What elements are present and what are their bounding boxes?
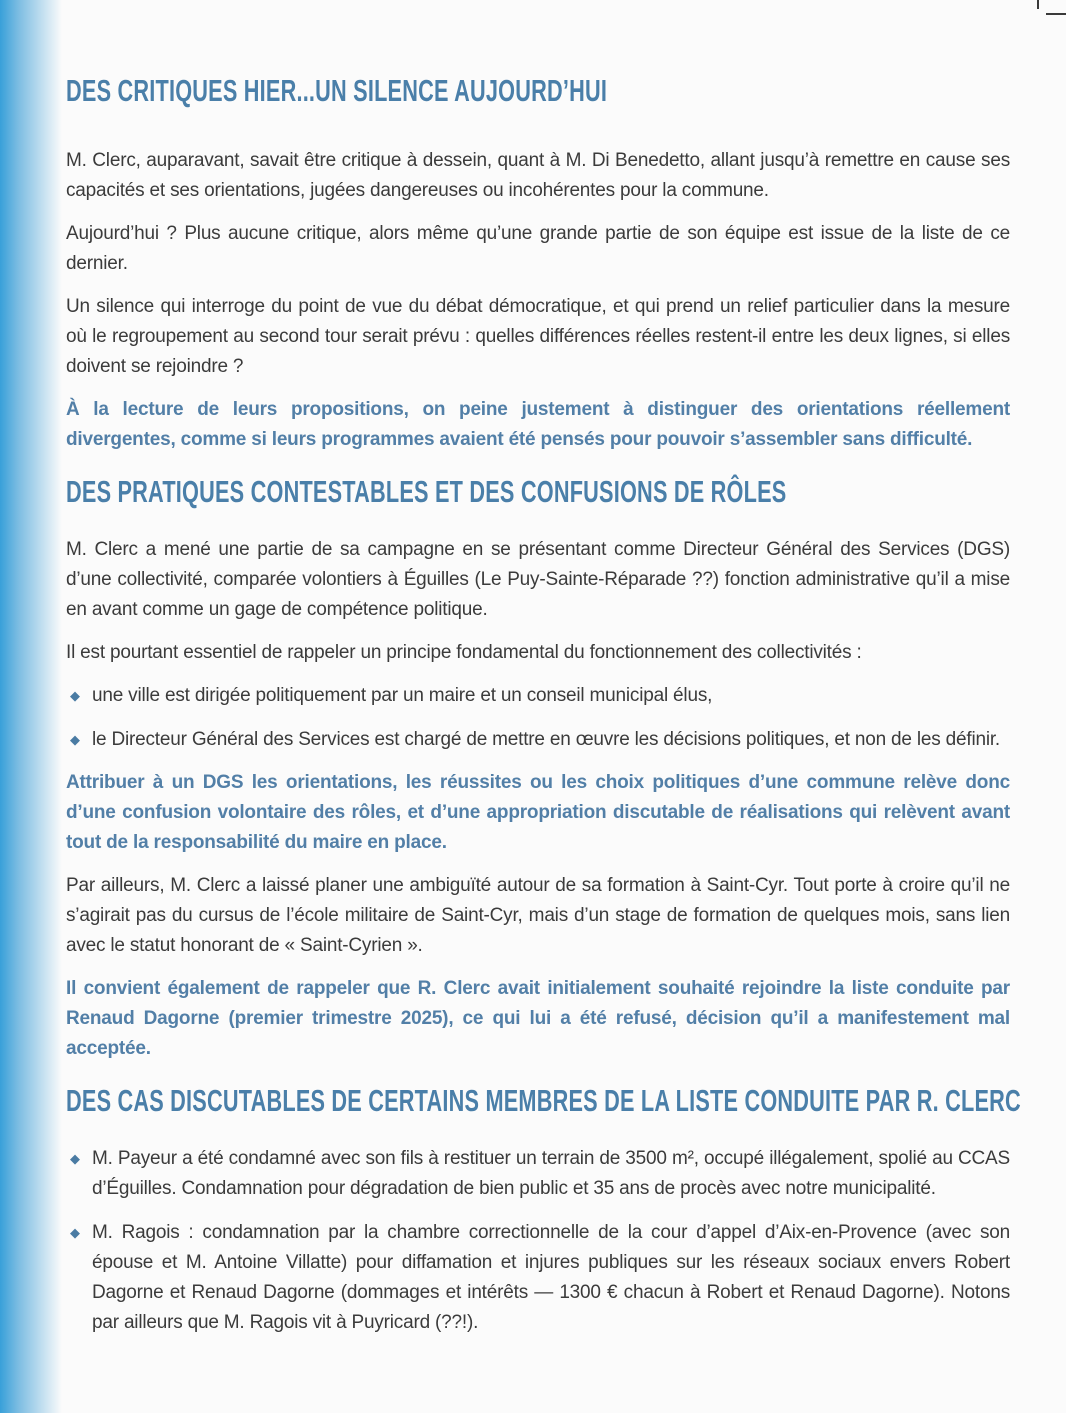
crop-mark-horizontal	[1046, 13, 1066, 15]
list-item-text: le Directeur Général des Services est chargé de mettre en œuvre les décisions politiques, et non de les définir.	[92, 729, 1001, 750]
section-1-paragraph-1: M. Clerc, auparavant, savait être critique à dessein, quant à M. Di Benedetto, allant jusqu’à remettre en cause ses capacités et ses orientations, jugées dangereuses ou incohérentes pour la commune.	[66, 150, 1010, 201]
section-3-heading-text: DES CAS DISCUTABLES DE CERTAINS MEMBRES DE LA LISTE CONDUITE PAR R. CLERC	[66, 1083, 1021, 1118]
section-1-paragraph-3: Un silence qui interroge du point de vue du débat démocratique, et qui prend un relief particulier dans la mesure où le regroupement au second tour serait prévu : quelles différences réelles restent-il entre les deux lignes, si elles doivent se rejoindre ?	[66, 296, 1010, 377]
cases-bullet-list	[66, 1144, 1010, 1338]
diamond-bullet-icon: ◆	[70, 1151, 80, 1166]
list-item	[66, 725, 1010, 755]
section-2-paragraph-3: Par ailleurs, M. Clerc a laissé planer une ambiguïté autour de sa formation à Saint-Cyr. Tout porte à croire qu’il ne s’agirait pas du cursus de l’école militaire de Saint-Cyr, mais d’un stage de formation de quelques mois, sans lien avec le statut honorant de « Saint-Cyrien ».	[66, 875, 1010, 956]
diamond-bullet-icon: ◆	[70, 732, 80, 747]
section-1-highlight-paragraph: À la lecture de leurs propositions, on peine justement à distinguer des orientations réellement divergentes, comme si leurs programmes avaient été pensés pour pouvoir s’assembler sans difficulté.	[66, 399, 1010, 450]
section-2-highlight-paragraph-1: Attribuer à un DGS les orientations, les réussites ou les choix politiques d’une commune relève donc d’une confusion volontaire des rôles, et d’une appropriation discutable de réalisations qui relèvent avant tout de la responsabilité du maire en place.	[66, 772, 1010, 853]
crop-mark-vertical	[1037, 0, 1039, 9]
section-1-paragraph-2: Aujourd’hui ? Plus aucune critique, alors même qu’une grande partie de son équipe est issue de la liste de ce dernier.	[66, 223, 1010, 274]
section-2-highlight-paragraph-2: Il convient également de rappeler que R. Clerc avait initialement souhaité rejoindre la liste conduite par Renaud Dagorne (premier trimestre 2025), ce qui lui a été refusé, décision qu’il a manifestement mal acceptée.	[66, 978, 1010, 1059]
section-2-paragraph-1: M. Clerc a mené une partie de sa campagne en se présentant comme Directeur Général des Services (DGS) d’une collectivité, comparée volontiers à Éguilles (Le Puy-Sainte-Réparade ??) fonction administrative qu’il a mise en avant comme un gage de compétence politique.	[66, 539, 1010, 620]
list-item	[66, 1144, 1010, 1204]
page-left-gradient-strip	[0, 0, 62, 1413]
principles-bullet-list	[66, 681, 1010, 755]
list-item-text: M. Ragois : condamnation par la chambre correctionnelle de la cour d’appel d’Aix-en-Provence (avec son épouse et M. Antoine Villatte) pour diffamation et injures publiques sur les réseaux sociaux envers Robert Dagorne et Renaud Dagorne (dommages et intérêts — 1300 € chacun à Robert et Renaud Dagorne). Notons par ailleurs que M. Ragois vit à Puyricard (??!).	[92, 1222, 1010, 1333]
page-content	[66, 73, 1021, 1351]
list-item-text: M. Payeur a été condamné avec son fils à restituer un terrain de 3500 m², occupé illégalement, spolié au CCAS d’Éguilles. Condamnation pour dégradation de bien public et 35 ans de procès avec notre municipalité.	[92, 1148, 1010, 1199]
diamond-bullet-icon: ◆	[70, 688, 80, 703]
section-3-heading	[66, 1083, 1021, 1118]
list-item-text: une ville est dirigée politiquement par un maire et un conseil municipal élus,	[92, 685, 713, 706]
section-2-paragraph-2: Il est pourtant essentiel de rappeler un principe fondamental du fonctionnement des collectivités :	[66, 642, 862, 663]
list-item	[66, 681, 1010, 711]
section-1-heading	[66, 74, 1010, 108]
section-2-heading	[66, 475, 1010, 509]
list-item	[66, 1218, 1010, 1338]
diamond-bullet-icon: ◆	[70, 1225, 80, 1240]
section-2-heading-text: DES PRATIQUES CONTESTABLES ET DES CONFUSIONS DE RÔLES	[66, 474, 787, 509]
section-1-heading-text: DES CRITIQUES HIER...UN SILENCE AUJOURD’HUI	[66, 73, 608, 108]
